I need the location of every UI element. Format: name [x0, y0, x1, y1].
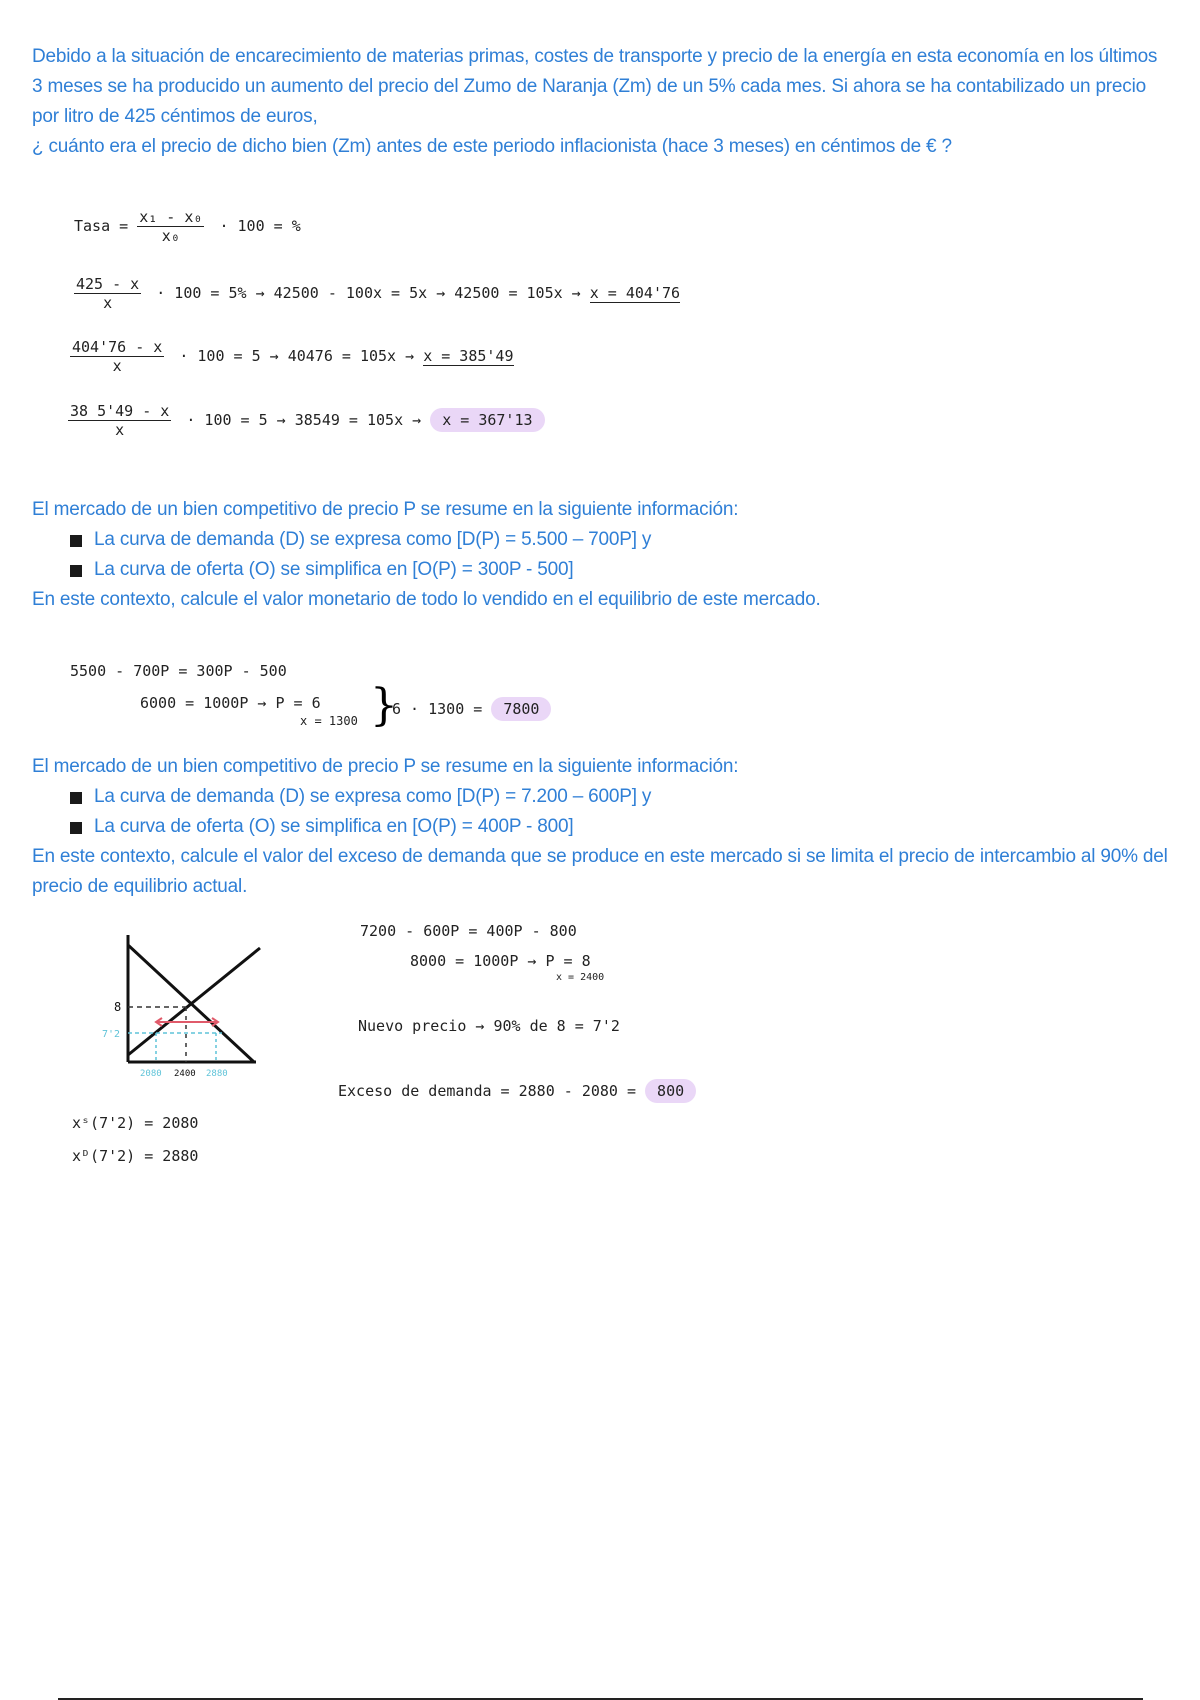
r3-numerator: 404'76 - x	[72, 338, 163, 356]
q3-bullet-demand: La curva de demanda (D) se expresa como [D(P) = 7.200 – 600P] y	[70, 782, 1172, 812]
q3-bullet-supply: La curva de oferta (O) se simplifica en [O(P) = 400P - 800]	[70, 812, 1172, 842]
question-2	[32, 495, 1172, 615]
r2-result: x = 404'76	[589, 284, 681, 302]
rate-label: Tasa =	[74, 217, 129, 235]
q2-product: 6 · 1300 =	[392, 700, 483, 718]
q1-statement-2: ¿ cuánto era el precio de dicho bien (Zm) antes de este periodo inflacionista (hace 3 meses) en céntimos de € ?	[32, 136, 952, 157]
question-3	[32, 752, 1172, 902]
q3-supply-quantity: xˢ(7'2) = 2080	[72, 1114, 199, 1132]
q1-final-answer: x = 367'13	[430, 408, 544, 432]
label-qty-demand: 2880	[206, 1069, 228, 1079]
q3-work-line-5	[338, 1082, 696, 1100]
q2-final-answer: 7800	[491, 697, 551, 721]
q1-work-row-1	[74, 208, 301, 245]
r3-denominator: x	[112, 357, 122, 375]
q2-work-line-2: 6000 = 1000P → P = 6	[140, 694, 321, 712]
q2-bullet-list	[32, 525, 1172, 585]
q1-work-row-4	[68, 402, 545, 439]
rate-rest: · 100 = %	[219, 217, 301, 235]
r2-denominator: x	[103, 294, 113, 312]
label-price-eq: 8	[114, 1000, 122, 1014]
rate-numerator: x₁ - x₀	[139, 208, 203, 226]
r2-numerator: 425 - x	[76, 275, 140, 293]
r4-numerator: 38 5'49 - x	[70, 402, 170, 420]
q3-work-line-3: x = 2400	[556, 972, 605, 983]
q2-intro: El mercado de un bien competitivo de precio P se resume en la siguiente información:	[32, 499, 739, 520]
r3-rest: · 100 = 5 → 40476 = 105x →	[179, 347, 415, 365]
r2-fraction	[74, 275, 141, 312]
q2-work-line-4	[392, 700, 551, 718]
r3-fraction	[70, 338, 164, 375]
q2-brace: }	[370, 680, 398, 731]
q3-intro: El mercado de un bien competitivo de precio P se resume en la siguiente información:	[32, 756, 739, 777]
label-qty-eq: 2400	[174, 1069, 196, 1079]
q3-demand-quantity: xᴰ(7'2) = 2880	[72, 1147, 199, 1165]
q1-work-row-2	[74, 275, 680, 312]
r4-fraction	[68, 402, 171, 439]
q3-work-line-1: 7200 - 600P = 400P - 800	[360, 922, 577, 940]
q3-final-answer: 800	[645, 1079, 696, 1103]
q2-bullet-demand: La curva de demanda (D) se expresa como [D(P) = 5.500 – 700P] y	[70, 525, 1172, 555]
q2-work-line-1: 5500 - 700P = 300P - 500	[70, 662, 287, 680]
q3-bullet-list	[32, 782, 1172, 842]
q3-work-line-2: 8000 = 1000P → P = 8	[410, 952, 591, 970]
r4-denominator: x	[115, 421, 125, 439]
q3-question: En este contexto, calcule el valor del exceso de demanda que se produce en este mercado si se limita el precio de intercambio al 90% del precio de equilibrio actual.	[32, 846, 1168, 897]
q1-statement-1: Debido a la situación de encarecimiento de materias primas, costes de transporte y precio de la energía en esta economía en los últimos 3 meses se ha producido un aumento del precio del Zumo de Naranja (Zm) de un 5% cada mes. Si ahora se ha contabilizado un precio por litro de 425 céntimos de euros,	[32, 46, 1158, 127]
label-qty-supply: 2080	[140, 1069, 162, 1079]
q2-bullet-supply: La curva de oferta (O) se simplifica en [O(P) = 300P - 500]	[70, 555, 1172, 585]
supply-demand-sketch	[96, 930, 276, 1080]
label-price-new: 7'2	[102, 1029, 121, 1040]
r2-rest: · 100 = 5% → 42500 - 100x = 5x → 42500 = 105x →	[156, 284, 581, 302]
q1-work-row-3	[70, 338, 514, 375]
r4-rest: · 100 = 5 → 38549 = 105x →	[186, 411, 422, 429]
q2-question: En este contexto, calcule el valor monetario de todo lo vendido en el equilibrio de este mercado.	[32, 589, 821, 610]
question-1	[32, 42, 1172, 162]
q2-work-line-3: x = 1300	[300, 714, 358, 728]
r3-result: x = 385'49	[423, 347, 514, 365]
rate-fraction	[137, 208, 204, 245]
q3-excess-expression: Exceso de demanda = 2880 - 2080 =	[338, 1082, 637, 1100]
q3-work-line-4: Nuevo precio → 90% de 8 = 7'2	[358, 1017, 620, 1035]
rate-denominator: x₀	[161, 227, 180, 245]
